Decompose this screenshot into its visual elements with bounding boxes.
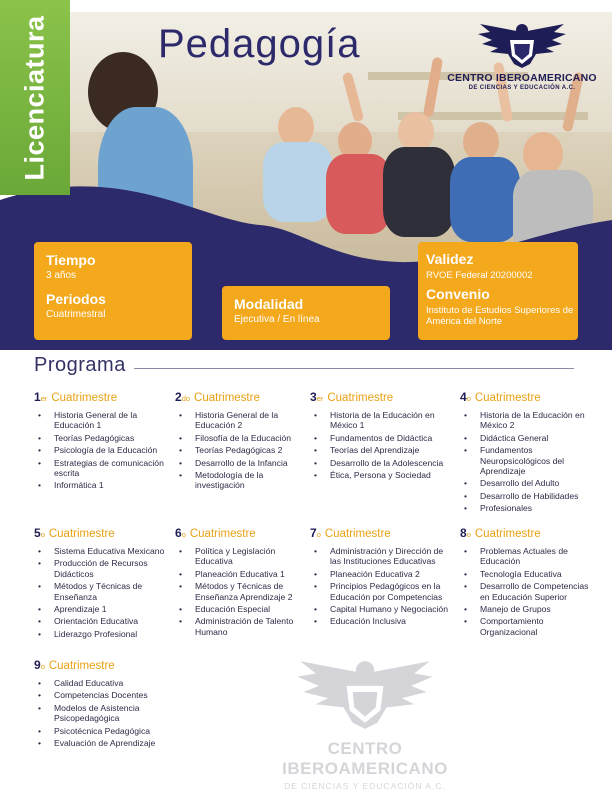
side-green-band [0,0,70,195]
subject-item: • Planeación Educativa 2 [310,569,450,579]
subject-item: • Política y Legislación Educativa [175,546,315,567]
subject-item: • Teorías Pedagógicas [34,433,174,443]
cuatrimestre-heading: 9o Cuatrimestre [34,658,115,672]
cuatrimestre-heading: 8o Cuatrimestre [460,526,541,540]
subject-item: • Fundamentos Neuropsicológicos del Aprendizaje [460,445,600,476]
validez-value: RVOE Federal 20200002 [426,270,533,281]
subject-item: • Planeación Educativa 1 [175,569,315,579]
watermark-name: CENTRO IBEROAMERICANO [282,739,448,778]
info-box-tiempo-periodos [34,242,192,340]
subject-item: • Producción de Recursos Didácticos [34,558,174,579]
subject-item: • Principios Pedagógicos en la Educación por Competencias [310,581,450,602]
modalidad-label: Modalidad [234,296,304,312]
logo-name: CENTRO IBEROAMERICANO [447,72,597,84]
cuatrimestre-7 [310,526,450,629]
subject-item: • Educación Inclusiva [310,616,450,626]
cuatrimestre-heading: 7o Cuatrimestre [310,526,391,540]
cuatrimestre-1 [34,390,174,493]
info-box-validez-convenio [418,242,578,340]
subject-item: • Métodos y Técnicas de Enseñanza Aprendizaje 2 [175,581,315,602]
subject-item: • Problemas Actuales de Educación [460,546,600,567]
logo [442,18,602,91]
cuatrimestre-4 [460,390,600,516]
subject-item: • Informática 1 [34,480,174,490]
cuatrimestre-heading: 4o Cuatrimestre [460,390,541,404]
subject-item: • Historia General de la Educación 1 [34,410,174,431]
subject-item: • Sistema Educativa Mexicano [34,546,174,556]
convenio-value: Instituto de Estudios Superiores de América del Norte [426,305,574,327]
subject-item: • Teorías Pedagógicas 2 [175,445,315,455]
subject-item: • Comportamiento Organizacional [460,616,600,637]
periodos-label: Periodos [46,291,106,307]
subject-item: • Educación Especial [175,604,315,614]
subject-item: • Profesionales [460,503,600,513]
page-title: Pedagogía [158,22,361,66]
subject-item: • Orientación Educativa [34,616,174,626]
convenio-label: Convenio [426,286,490,302]
subject-item: • Historia de la Educación en México 1 [310,410,450,431]
subject-item: • Psicología de la Educación [34,445,174,455]
child-head [278,107,314,147]
cuatrimestre-heading: 6o Cuatrimestre [175,526,256,540]
subject-item: • Desarrollo de la Adolescencia [310,458,450,468]
cuatrimestre-heading: 3er Cuatrimestre [310,390,394,404]
subject-item: • Desarrollo de Habilidades [460,491,600,501]
cuatrimestre-heading: 2do Cuatrimestre [175,390,260,404]
cuatrimestre-heading: 5o Cuatrimestre [34,526,115,540]
tiempo-label: Tiempo [46,252,96,268]
subject-item: • Didáctica General [460,433,600,443]
side-label: Licenciatura [19,15,50,181]
cuatrimestre-5 [34,526,174,641]
subject-item: • Capital Humano y Negociación [310,604,450,614]
programa-divider [134,368,574,369]
subject-item: • Teorías del Aprendizaje [310,445,450,455]
subject-item: • Filosofía de la Educación [175,433,315,443]
subject-item: • Calidad Educativa [34,678,174,688]
subject-item: • Evaluación de Aprendizaje [34,738,174,748]
subject-item: • Tecnología Educativa [460,569,600,579]
subject-item: • Modelos de Asistencia Psicopedagógica [34,703,174,724]
info-box-modalidad [222,286,390,340]
cuatrimestre-3 [310,390,450,482]
subject-item: • Desarrollo de la Infancia [175,458,315,468]
subject-item: • Fundamentos de Didáctica [310,433,450,443]
hero-banner [0,0,612,350]
subject-item: • Metodología de la investigación [175,470,315,491]
eagle-watermark-icon [290,652,440,732]
subject-item: • Psicotécnica Pedagógica [34,726,174,736]
subject-item: • Administración de Talento Humano [175,616,315,637]
cuatrimestre-6 [175,526,315,639]
watermark-subtitle: DE CIENCIAS Y EDUCACIÓN A.C. [284,781,446,791]
eagle-logo-icon [474,18,570,70]
child-head [398,112,434,152]
subject-item: • Manejo de Grupos [460,604,600,614]
subject-item: • Historia General de la Educación 2 [175,410,315,431]
periodos-value: Cuatrimestral [46,309,106,320]
cuatrimestre-8 [460,526,600,639]
subject-item: • Aprendizaje 1 [34,604,174,614]
subject-item: • Desarrollo de Competencias en Educación Superior [460,581,600,602]
subject-item: • Estrategias de comunicación escrita [34,458,174,479]
subject-item: • Liderazgo Profesional [34,629,174,639]
modalidad-value: Ejecutiva / En línea [234,314,320,325]
watermark-logo [250,652,480,791]
subject-item: • Ética, Persona y Sociedad [310,470,450,480]
cuatrimestre-heading: 1er Cuatrimestre [34,390,118,404]
subject-item: • Métodos y Técnicas de Enseñanza [34,581,174,602]
cuatrimestre-9 [34,658,174,750]
programa-heading: Programa [34,354,126,376]
logo-subtitle: DE CIENCIAS Y EDUCACIÓN A.C. [468,85,576,91]
subject-item: • Competencias Docentes [34,690,174,700]
subject-item: • Historia de la Educación en México 2 [460,410,600,431]
cuatrimestre-2 [175,390,315,493]
validez-label: Validez [426,251,474,267]
subject-item: • Desarrollo del Adulto [460,478,600,488]
subject-item: • Administración y Dirección de las Instituciones Educativas [310,546,450,567]
tiempo-value: 3 años [46,270,77,281]
